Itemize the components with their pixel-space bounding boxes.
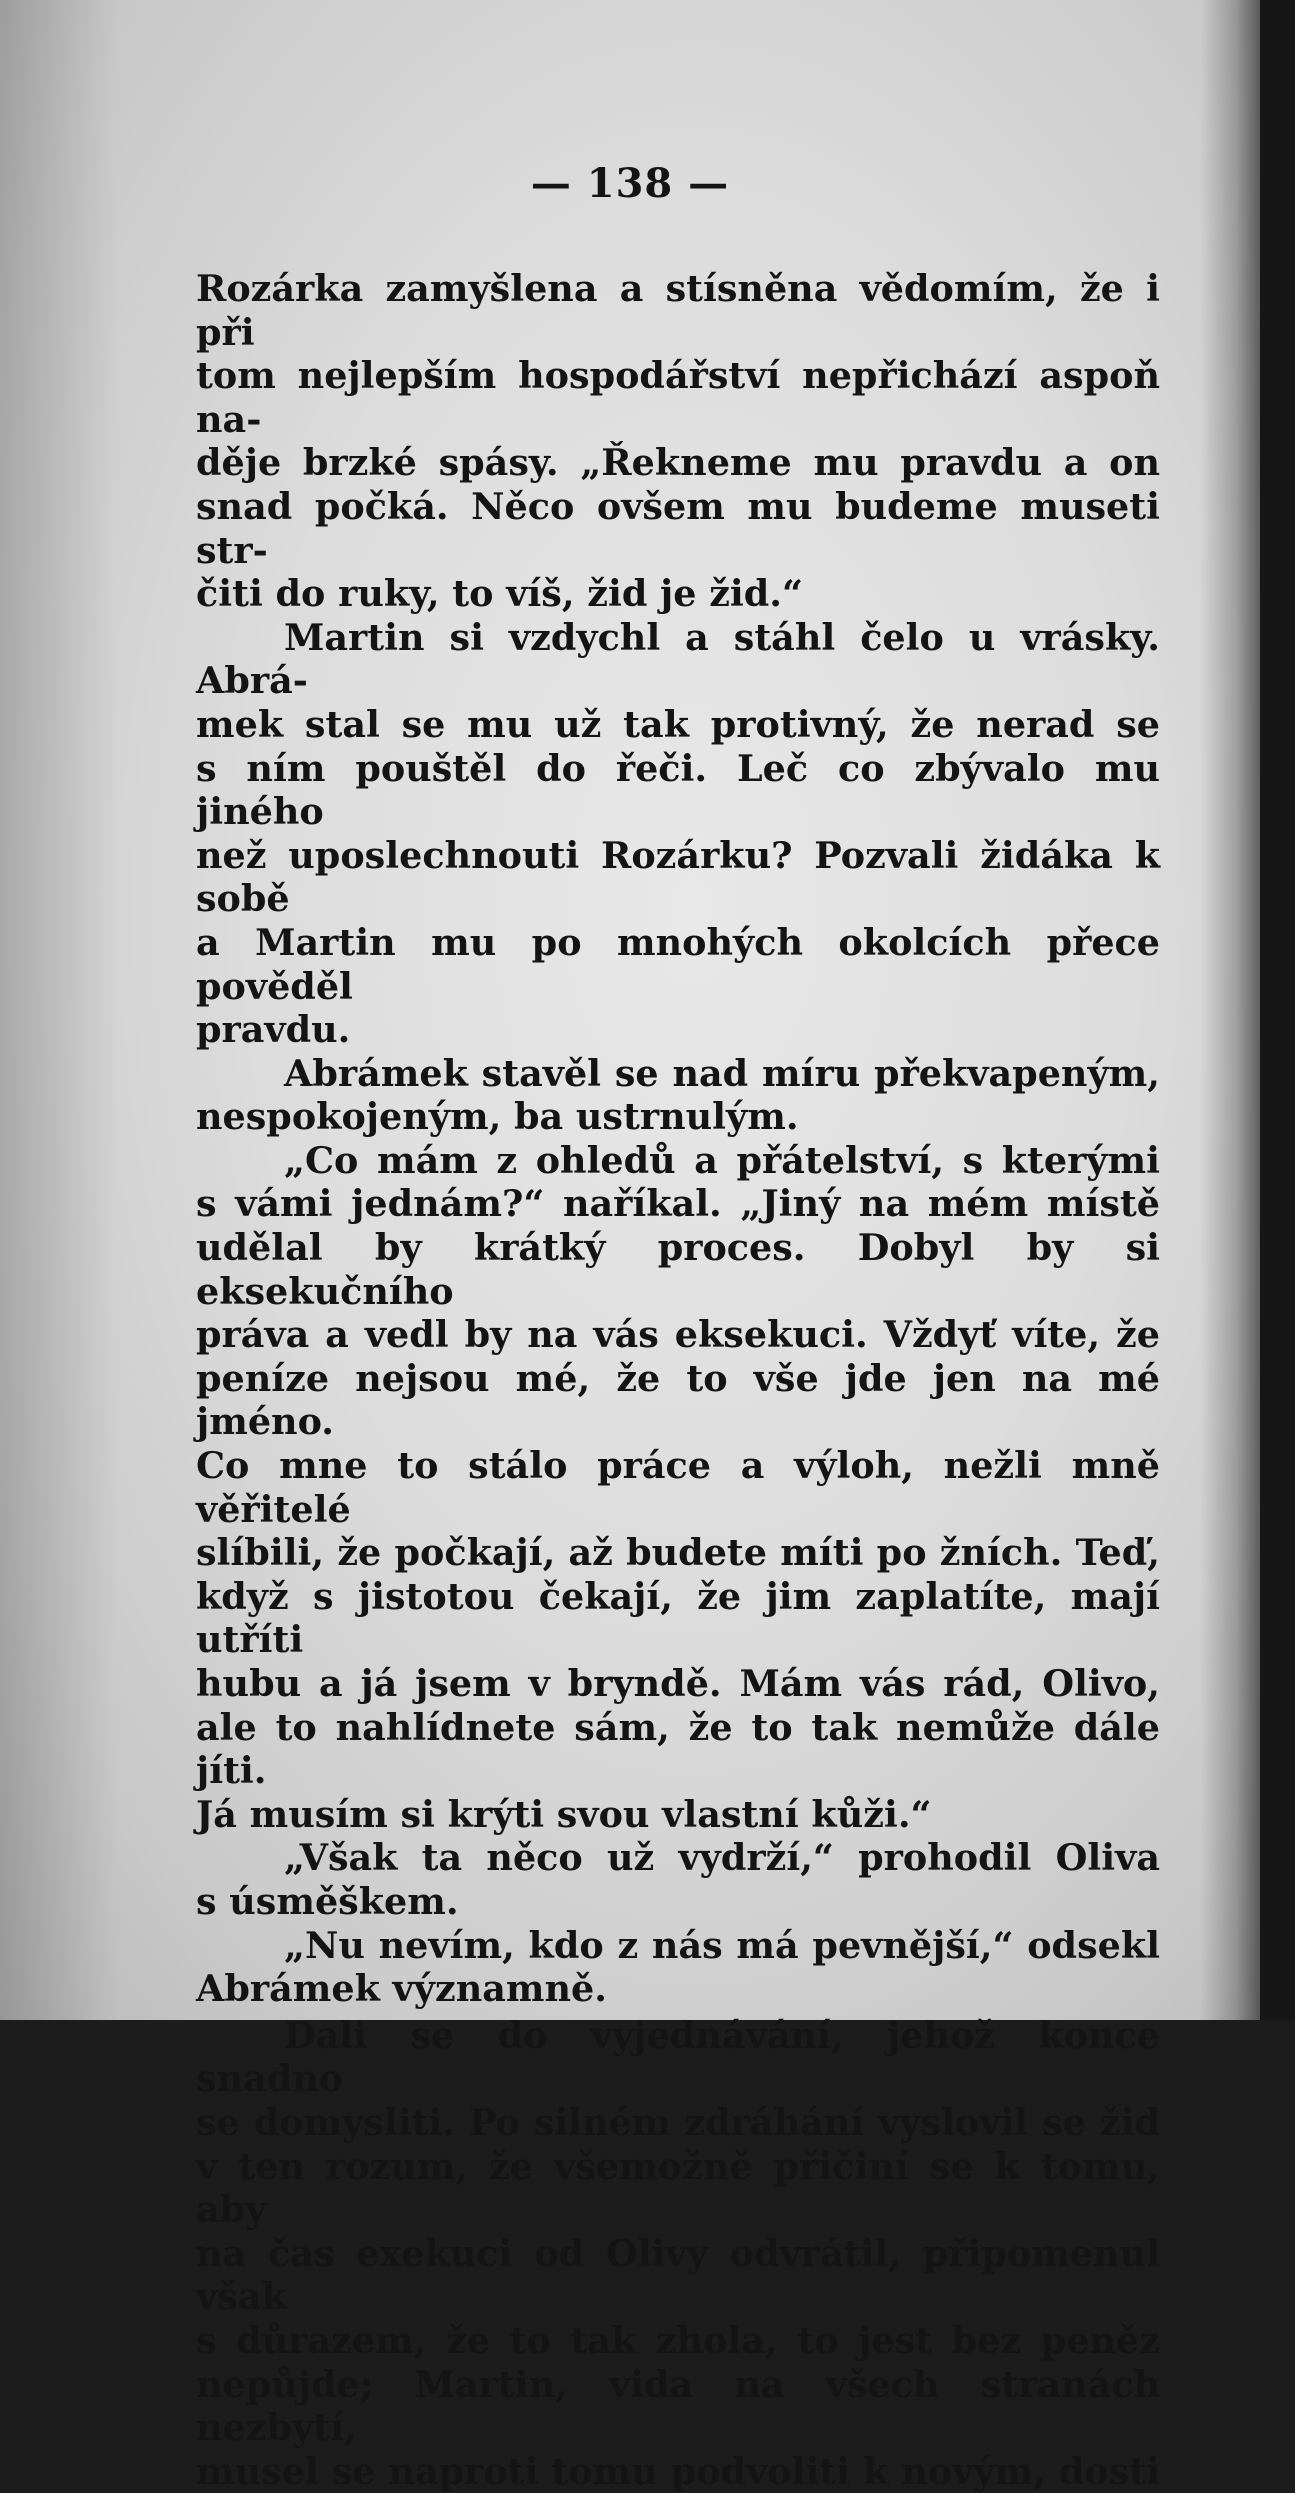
text-line: nepůjde; Martin, vida na všech stranách nezbytí, — [196, 2362, 1160, 2450]
text-line: práva a vedl by na vás eksekuci. Vždyť víte, že — [196, 1313, 1160, 1357]
text-line: „Nu nevím, kdo z nás má pevnější,“ odsekl — [284, 1923, 1160, 1967]
text-line: s vámi jednám?“ naříkal. „Jiný na mém místě — [196, 1182, 1160, 1226]
text-line: Abrámek významně. — [196, 1967, 607, 2011]
text-line: s ním pouštěl do řeči. Leč co zbývalo mu jiného — [196, 746, 1160, 834]
text-line: Abrámek stavěl se nad míru překvapeným, — [284, 1051, 1160, 1095]
text-line: Já musím si krýti svou vlastní kůži.“ — [196, 1792, 932, 1836]
text-line: pravdu. — [196, 1008, 351, 1052]
text-line: s úsměškem. — [196, 1879, 459, 1923]
text-line: než uposlechnouti Rozárku? Pozvali židáka k sobě — [196, 833, 1160, 921]
page-number: — 138 — — [530, 160, 730, 207]
text-line: Martin si vzdychl a stáhl čelo u vrásky. Abrá- — [196, 615, 1160, 703]
text-line: a Martin mu po mnohých okolcích přece pověděl — [196, 920, 1160, 1008]
text-line: mek stal se mu už tak protivný, že nerad se — [196, 702, 1160, 746]
text-line: Rozárka zamyšlena a stísněna vědomím, že i při — [196, 267, 1160, 354]
text-line: v ten rozum, že všemožně přičiní se k tomu, aby — [196, 2144, 1160, 2232]
text-line: s důrazem, že to tak zhola, to jest bez peněz — [196, 2318, 1160, 2362]
text-line: hubu a já jsem v bryndě. Mám vás rád, Olivo, — [196, 1662, 1160, 1705]
text-line: tom nejlepším hospodářství nepřichází aspoň na- — [196, 354, 1160, 441]
page-left-shadow — [0, 0, 120, 2020]
text-line: Dali se do vyjednávání, jehož konce snadno — [196, 2013, 1160, 2101]
book-binding-edge — [1260, 0, 1295, 2020]
text-line: na čas exekuci od Olivy odvrátil, připomenul však — [196, 2231, 1160, 2319]
text-line: když s jistotou čekají, že jim zaplatíte, mají utříti — [196, 1574, 1160, 1662]
text-line: peníze nejsou mé, že to vše jde jen na mé jméno. — [196, 1356, 1160, 1444]
text-line: slíbili, že počkají, až budete míti po žních. Teď, — [196, 1531, 1160, 1575]
text-line: musel se naproti tomu podvoliti k novým, dosti — [196, 2449, 1160, 2493]
text-line: nespokojeným, ba ustrnulým. — [196, 1095, 799, 1139]
text-line: snad počká. Něco ovšem mu budeme museti str- — [196, 484, 1160, 572]
text-line: udělal by krátký proces. Dobyl by si eksekučního — [196, 1226, 1160, 1313]
page-edge-shadow — [1200, 0, 1260, 2020]
page-text-body — [196, 267, 1160, 2493]
text-line: „Však ta něco už vydrží,“ prohodil Oliva — [284, 1836, 1160, 1880]
text-line: se domysliti. Po silném zdráhání vyslovil se žid — [196, 2100, 1160, 2144]
text-line: ale to nahlídnete sám, že to tak nemůže dále jíti. — [196, 1705, 1160, 1793]
text-line: „Co mám z ohledů a přátelství, s kterými — [284, 1138, 1160, 1182]
text-line: děje brzké spásy. „Řekneme mu pravdu a on — [196, 441, 1160, 485]
text-line: Co mne to stálo práce a výloh, nežli mně věřitelé — [196, 1444, 1160, 1531]
text-line: čiti do ruky, to víš, žid je žid.“ — [196, 572, 804, 616]
